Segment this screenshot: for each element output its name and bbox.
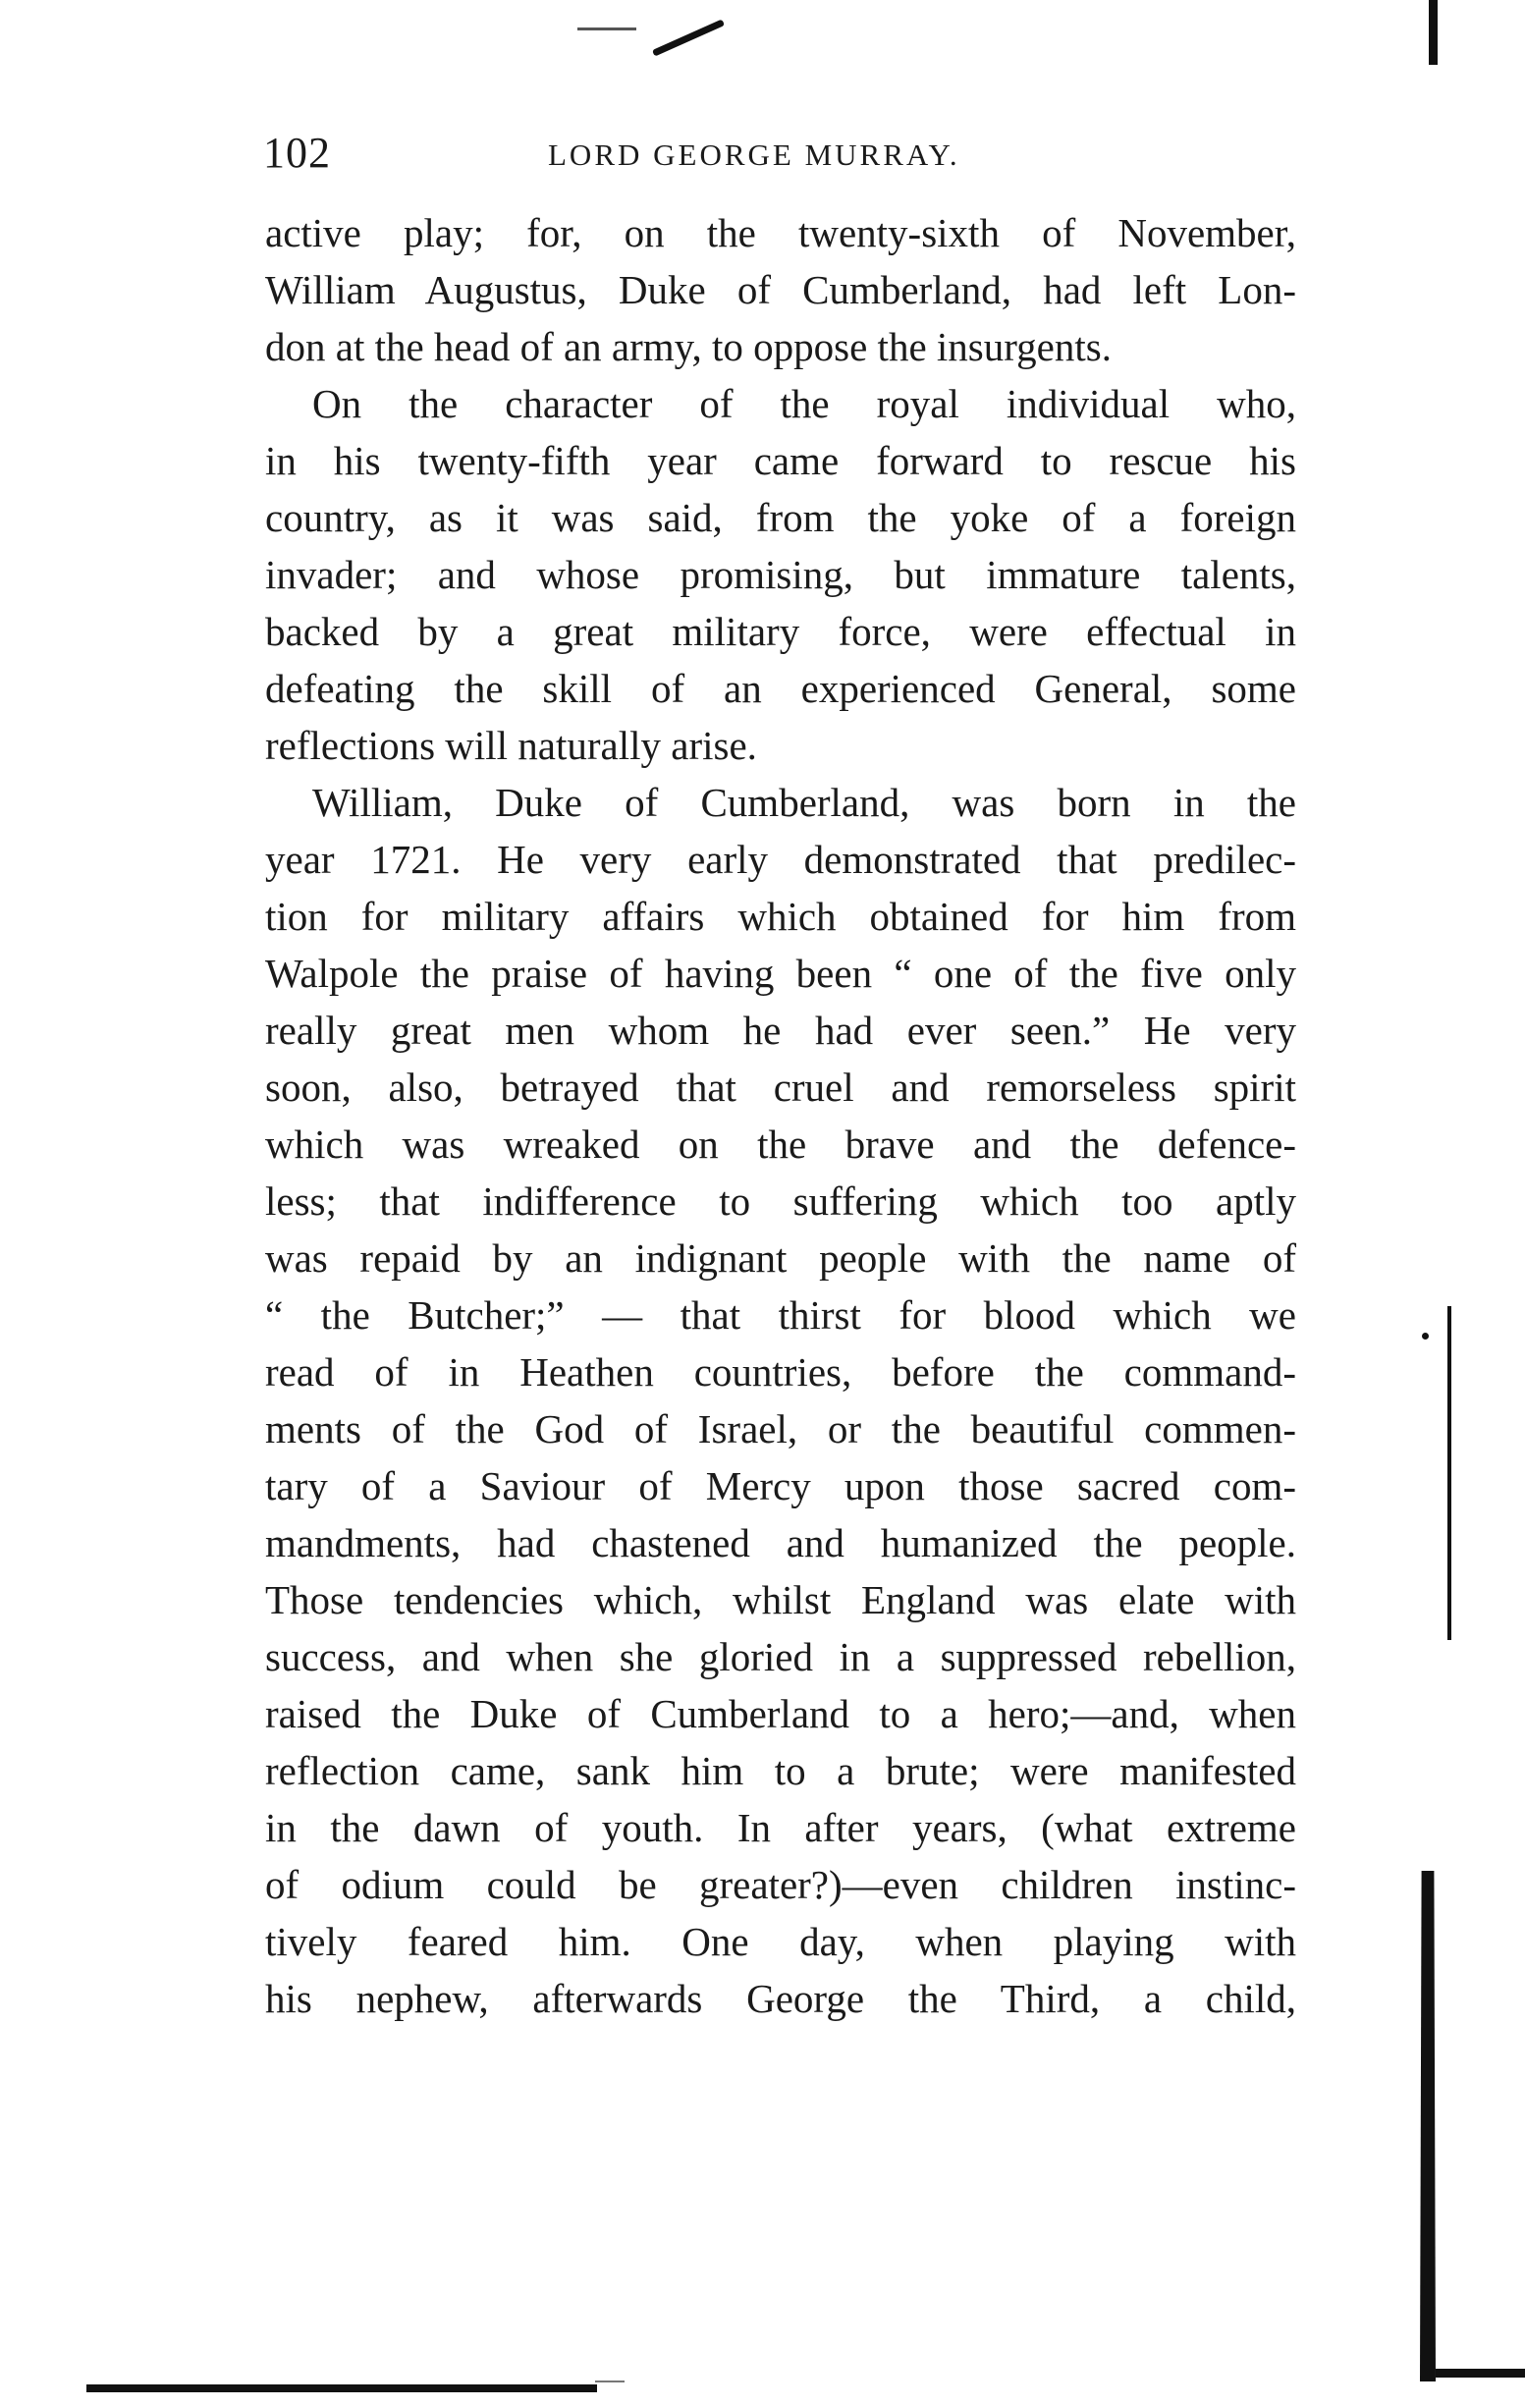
text-line: backed by a great military force, were effectual in bbox=[265, 609, 1296, 654]
text-line: really great men whom he had ever seen.” He very bbox=[265, 1008, 1296, 1053]
scan-artifact-corner-mark bbox=[1429, 0, 1438, 65]
text-line: Those tendencies which, whilst England was elate with bbox=[265, 1577, 1296, 1622]
running-head: LORD GEORGE MURRAY. bbox=[548, 137, 960, 172]
text-line: soon, also, betrayed that cruel and remorseless spirit bbox=[265, 1065, 1296, 1110]
text-line: don at the head of an army, to oppose the insurgents. bbox=[265, 324, 1112, 369]
text-line: of odium could be greater?)—even children instinc- bbox=[265, 1862, 1296, 1907]
text-line: mandments, had chastened and humanized the people. bbox=[265, 1520, 1296, 1565]
text-line: William, Duke of Cumberland, was born in the bbox=[312, 780, 1296, 825]
text-line: year 1721. He very early demonstrated that predilec- bbox=[265, 837, 1296, 882]
text-line: William Augustus, Duke of Cumberland, had left Lon- bbox=[265, 267, 1296, 312]
text-line: raised the Duke of Cumberland to a hero;—and, when bbox=[265, 1691, 1296, 1736]
text-line: tary of a Saviour of Mercy upon those sacred com- bbox=[265, 1463, 1296, 1508]
scan-artifact-right-edge-line bbox=[1447, 1306, 1451, 1640]
text-line: reflections will naturally arise. bbox=[265, 723, 757, 768]
text-line: invader; and whose promising, but immature talents, bbox=[265, 552, 1296, 597]
text-line: tion for military affairs which obtained for him from bbox=[265, 894, 1296, 939]
scan-artifact-top-line bbox=[577, 27, 636, 30]
page-number: 102 bbox=[263, 129, 331, 177]
text-line: read of in Heathen countries, before the command- bbox=[265, 1349, 1296, 1395]
scan-artifact-right-edge-shadow bbox=[1420, 1871, 1436, 2381]
text-line: ments of the God of Israel, or the beautiful commen- bbox=[265, 1406, 1296, 1451]
scan-artifact-bottom-edge bbox=[86, 2384, 597, 2392]
text-line: tively feared him. One day, when playing with bbox=[265, 1919, 1296, 1964]
text-line: success, and when she gloried in a suppressed rebellion, bbox=[265, 1634, 1296, 1679]
text-line: Walpole the praise of having been “ one of the five only bbox=[265, 951, 1296, 996]
text-line: his nephew, afterwards George the Third, a child, bbox=[265, 1976, 1296, 2021]
text-line: in his twenty-fifth year came forward to rescue his bbox=[265, 438, 1296, 483]
text-line: “ the Butcher;” — that thirst for blood which we bbox=[265, 1292, 1296, 1338]
scan-artifact-corner-foot bbox=[1436, 2369, 1525, 2378]
scan-artifact-bottom-thin-line bbox=[595, 2381, 625, 2382]
scan-artifact-top-mark bbox=[652, 19, 725, 56]
text-line: less; that indifference to suffering which too aptly bbox=[265, 1178, 1296, 1224]
text-line: was repaid by an indignant people with the name of bbox=[265, 1235, 1296, 1281]
text-line: which was wreaked on the brave and the defence- bbox=[265, 1122, 1296, 1167]
text-line: active play; for, on the twenty-sixth of November, bbox=[265, 210, 1296, 255]
text-line: defeating the skill of an experienced General, some bbox=[265, 666, 1296, 711]
body-text bbox=[265, 204, 1296, 2027]
text-line: in the dawn of youth. In after years, (what extreme bbox=[265, 1805, 1296, 1850]
page-header bbox=[263, 128, 1296, 187]
text-line: country, as it was said, from the yoke of a foreign bbox=[265, 495, 1296, 540]
text-line: On the character of the royal individual who, bbox=[312, 381, 1296, 426]
text-line: reflection came, sank him to a brute; were manifested bbox=[265, 1748, 1296, 1793]
scan-artifact-dot bbox=[1422, 1333, 1429, 1340]
